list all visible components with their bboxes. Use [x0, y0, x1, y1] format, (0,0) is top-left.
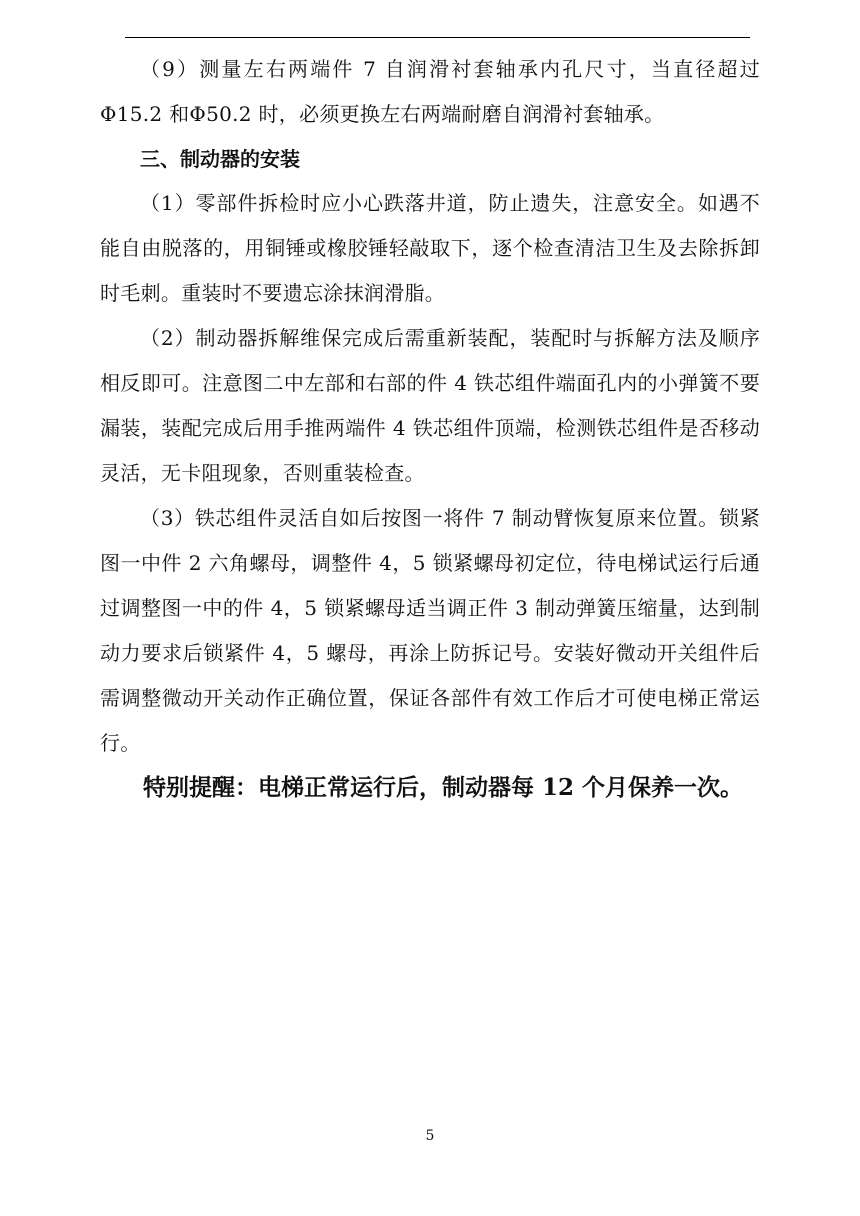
- paragraph-9: （9）测量左右两端件 7 自润滑衬套轴承内孔尺寸，当直径超过Φ15.2 和Φ50.2 时，必须更换左右两端耐磨自润滑衬套轴承。: [100, 57, 760, 126]
- paragraph-2: （2）制动器拆解维保完成后需重新装配，装配时与拆解方法及顺序相反即可。注意图二中左部和右部的件 4 铁芯组件端面孔内的小弹簧不要漏装，装配完成后用手推两端件 4 铁芯组件顶端，检测铁芯组件是否移动灵活，无卡阻现象，否则重装检查。: [100, 326, 760, 485]
- special-reminder: 特别提醒：电梯正常运行后，制动器每 12 个月保养一次。: [143, 774, 744, 801]
- header-rule: [125, 37, 750, 38]
- paragraph-1: （1）零部件拆检时应小心跌落井道，防止遗失，注意安全。如遇不能自由脱落的，用铜锤或橡胶锤轻敲取下，逐个检查清洁卫生及去除拆卸时毛刺。重装时不要遗忘涂抹润滑脂。: [100, 191, 760, 305]
- page-number: 5: [425, 1128, 435, 1144]
- paragraph-3: （3）铁芯组件灵活自如后按图一将件 7 制动臂恢复原来位置。锁紧图一中件 2 六角螺母，调整件 4，5 锁紧螺母初定位，待电梯试运行后通过调整图一中的件 4，5 锁紧螺母适当调正件 3 制动弹簧压缩量，达到制动力要求后锁紧件 4，5 螺母，再涂上防拆记号。安装好微动开关组件后需调整微动开关动作正确位置，保证各部件有效工作后才可使电梯正常运行。: [100, 506, 760, 755]
- section-heading: 三、制动器的安装: [140, 147, 300, 171]
